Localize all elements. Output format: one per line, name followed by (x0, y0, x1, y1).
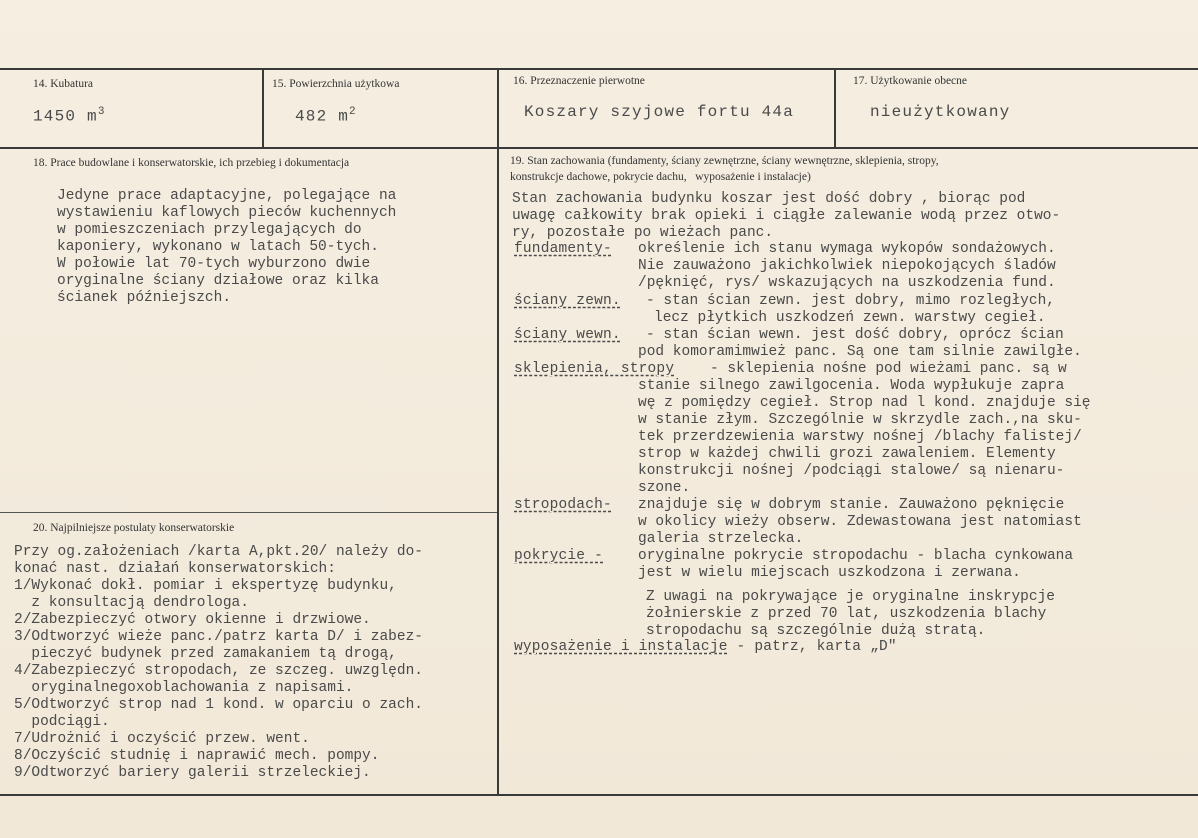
section-text-pokrycie (638, 548, 1073, 582)
section-key-pokrycie: pokrycie - (514, 548, 604, 564)
section-text-stropodach (638, 497, 1082, 548)
section-line: Nie zauważono jakichkolwiek niepokojących śladów (638, 258, 1056, 274)
f19-label-line1: 19. Stan zachowania (fundamenty, ściany zewnętrzne, ściany wewnętrzne, sklepienia, stropy, (510, 155, 939, 167)
section-text-fundamenty (638, 241, 1056, 292)
f14-value: 1450 $m^3$ (33, 106, 106, 126)
section-line: strop w każdej chwili grozi zawaleniem. Elementy (638, 446, 1056, 462)
f14-label: 14. Kubatura (33, 78, 94, 90)
equipment-key: wyposażenie i instalacje (514, 639, 728, 655)
f18-line: Jedyne prace adaptacyjne, polegające na (57, 188, 397, 204)
note-line: stropodachu są szczególnie dużą stratą. (646, 623, 986, 639)
section-line: jest w wielu miejscach uszkodzona i zerwana. (638, 565, 1021, 581)
section-line: szone. (638, 480, 691, 496)
f20-text (14, 544, 423, 782)
section-line: lecz płytkich uszkodzeń zewn. warstwy cegieł. (654, 310, 1046, 326)
f19-label-line2: konstrukcje dachowe, pokrycie dachu, wyposażenie i instalacje) (510, 171, 811, 183)
section-line: - stan ścian wewn. jest dość dobry, oprócz ścian (646, 327, 1064, 343)
section-line: oryginalne pokrycie stropodachu - blacha cynkowana (638, 548, 1074, 564)
f17-value: nieużytkowany (870, 103, 1011, 121)
section-line: tek przerdzewienia warstwy nośnej /blachy falistej/ (638, 429, 1082, 445)
f20-line: 8/Oczyścić studnię i naprawić mech. pompy. (14, 748, 380, 764)
f20-line: 4/Zabezpieczyć stropodach, ze szczeg. uwzględn. (14, 663, 423, 679)
section-line: pod komoramimwież panc. Są one tam silnie zawilgłe. (638, 344, 1082, 360)
f16-value: Koszary szyjowe fortu 44a (524, 103, 795, 121)
f20-line: 9/Odtworzyć bariery galerii strzeleckiej. (14, 765, 371, 781)
f19-intro (512, 191, 1060, 242)
f15-label: 15. Powierzchnia użytkowa (272, 78, 400, 90)
section-line: znajduje się w dobrym stanie. Zauważono pęknięcie (638, 497, 1065, 513)
section-key-stropodach: stropodach- (514, 497, 612, 513)
f20-rule (0, 512, 498, 513)
f18-line: ścianek późniejszch. (57, 290, 232, 306)
f18-line: oryginalne ściany działowe oraz kilka (57, 273, 379, 289)
note-line: żołnierskie z przed 70 lat, uszkodzenia blachy (646, 606, 1047, 622)
section-text-sciany-wewn (638, 327, 1082, 361)
section-line: - stan ścian zewn. jest dobry, mimo rozległych, (646, 293, 1055, 309)
f19-intro-line: uwagę całkowity brak opieki i ciągłe zalewanie wodą przez otwo- (512, 208, 1061, 224)
equipment-text: - patrz, karta „D" (727, 639, 897, 655)
section-key-fundamenty: fundamenty- (514, 241, 612, 257)
f18-line: kaponiery, wykonano w latach 50-tych. (57, 239, 379, 255)
section-key-sciany-wewn: ściany wewn. (514, 327, 621, 343)
section-line: wę z pomiędzy cegieł. Strop nad l kond. znajduje się (638, 395, 1091, 411)
middle-rule (0, 147, 1198, 149)
section-key-sklepienia: sklepienia, stropy (514, 361, 675, 377)
f18-label: 18. Prace budowlane i konserwatorskie, ich przebieg i dokumentacja (33, 157, 350, 169)
section-text-sciany-zewn (646, 293, 1055, 327)
f20-line: 7/Udrożnić i oczyścić przew. went. (14, 731, 310, 747)
f19-note (646, 589, 1055, 640)
f17-label: 17. Użytkowanie obecne (853, 75, 968, 87)
f20-line: z konsultacją dendrologa. (14, 595, 249, 611)
f20-line: 3/Odtworzyć wieże panc./patrz karta D/ i zabez- (14, 629, 423, 645)
f16-label: 16. Przeznaczenie pierwotne (513, 75, 645, 87)
f20-line: Przy og.założeniach /karta A,pkt.20/ należy do- (14, 544, 423, 560)
divider-1 (262, 68, 264, 148)
section-equipment (514, 639, 897, 656)
section-line: galeria strzelecka. (638, 531, 804, 547)
f20-line: 2/Zabezpieczyć otwory okienne i drzwiowe. (14, 612, 371, 628)
f18-line: wystawieniu kaflowych pieców kuchennych (57, 205, 397, 221)
section-key-sciany-zewn: ściany zewn. (514, 293, 621, 309)
f18-line: w pomieszczeniach przylegających do (57, 222, 362, 238)
f18-text (57, 188, 396, 307)
f20-line: konać nast. działań konserwatorskich: (14, 561, 336, 577)
section-line: stanie silnego zawilgocenia. Woda wypłukuje zapra (638, 378, 1065, 394)
f20-line: pieczyć budynek przed zamakaniem tą drogą, (14, 646, 397, 662)
note-line: Z uwagi na pokrywające je oryginalne inskrypcje (646, 589, 1055, 605)
f15-value: 482 $m^2$ (295, 106, 357, 126)
section-line: konstrukcji nośnej /podciągi stalowe/ są nienaru- (638, 463, 1065, 479)
section-line: /pęknięć, rys/ wskazujących na uszkodzenia fund. (638, 275, 1056, 291)
divider-3 (834, 68, 836, 148)
f20-line: oryginalnegoxoblachowania z napisami. (14, 680, 354, 696)
f19-intro-line: ry, pozostałe po wieżach panc. (512, 225, 774, 241)
f20-line: podciągi. (14, 714, 110, 730)
f20-line: 1/Wykonać dokł. pomiar i ekspertyzę budynku, (14, 578, 397, 594)
f20-label: 20. Najpilniejsze postulaty konserwatorskie (33, 522, 235, 534)
divider-2 (497, 68, 499, 795)
f19-intro-line: Stan zachowania budynku koszar jest dość dobry , biorąc pod (512, 191, 1026, 207)
f18-line: W połowie lat 70-tych wyburzono dwie (57, 256, 371, 272)
section-text-sklepienia (638, 361, 1090, 497)
section-line: - sklepienia nośne pod wieżami panc. są w (710, 361, 1067, 377)
bottom-rule (0, 794, 1198, 796)
section-line: w stanie złym. Szczególnie w skrzydle zach.,na sku- (638, 412, 1082, 428)
section-line: w okolicy wieży obserw. Zdewastowana jest natomiast (638, 514, 1082, 530)
top-rule (0, 68, 1198, 70)
f20-line: 5/Odtworzyć strop nad 1 kond. w oparciu o zach. (14, 697, 423, 713)
section-line: określenie ich stanu wymaga wykopów sondażowych. (638, 241, 1056, 257)
